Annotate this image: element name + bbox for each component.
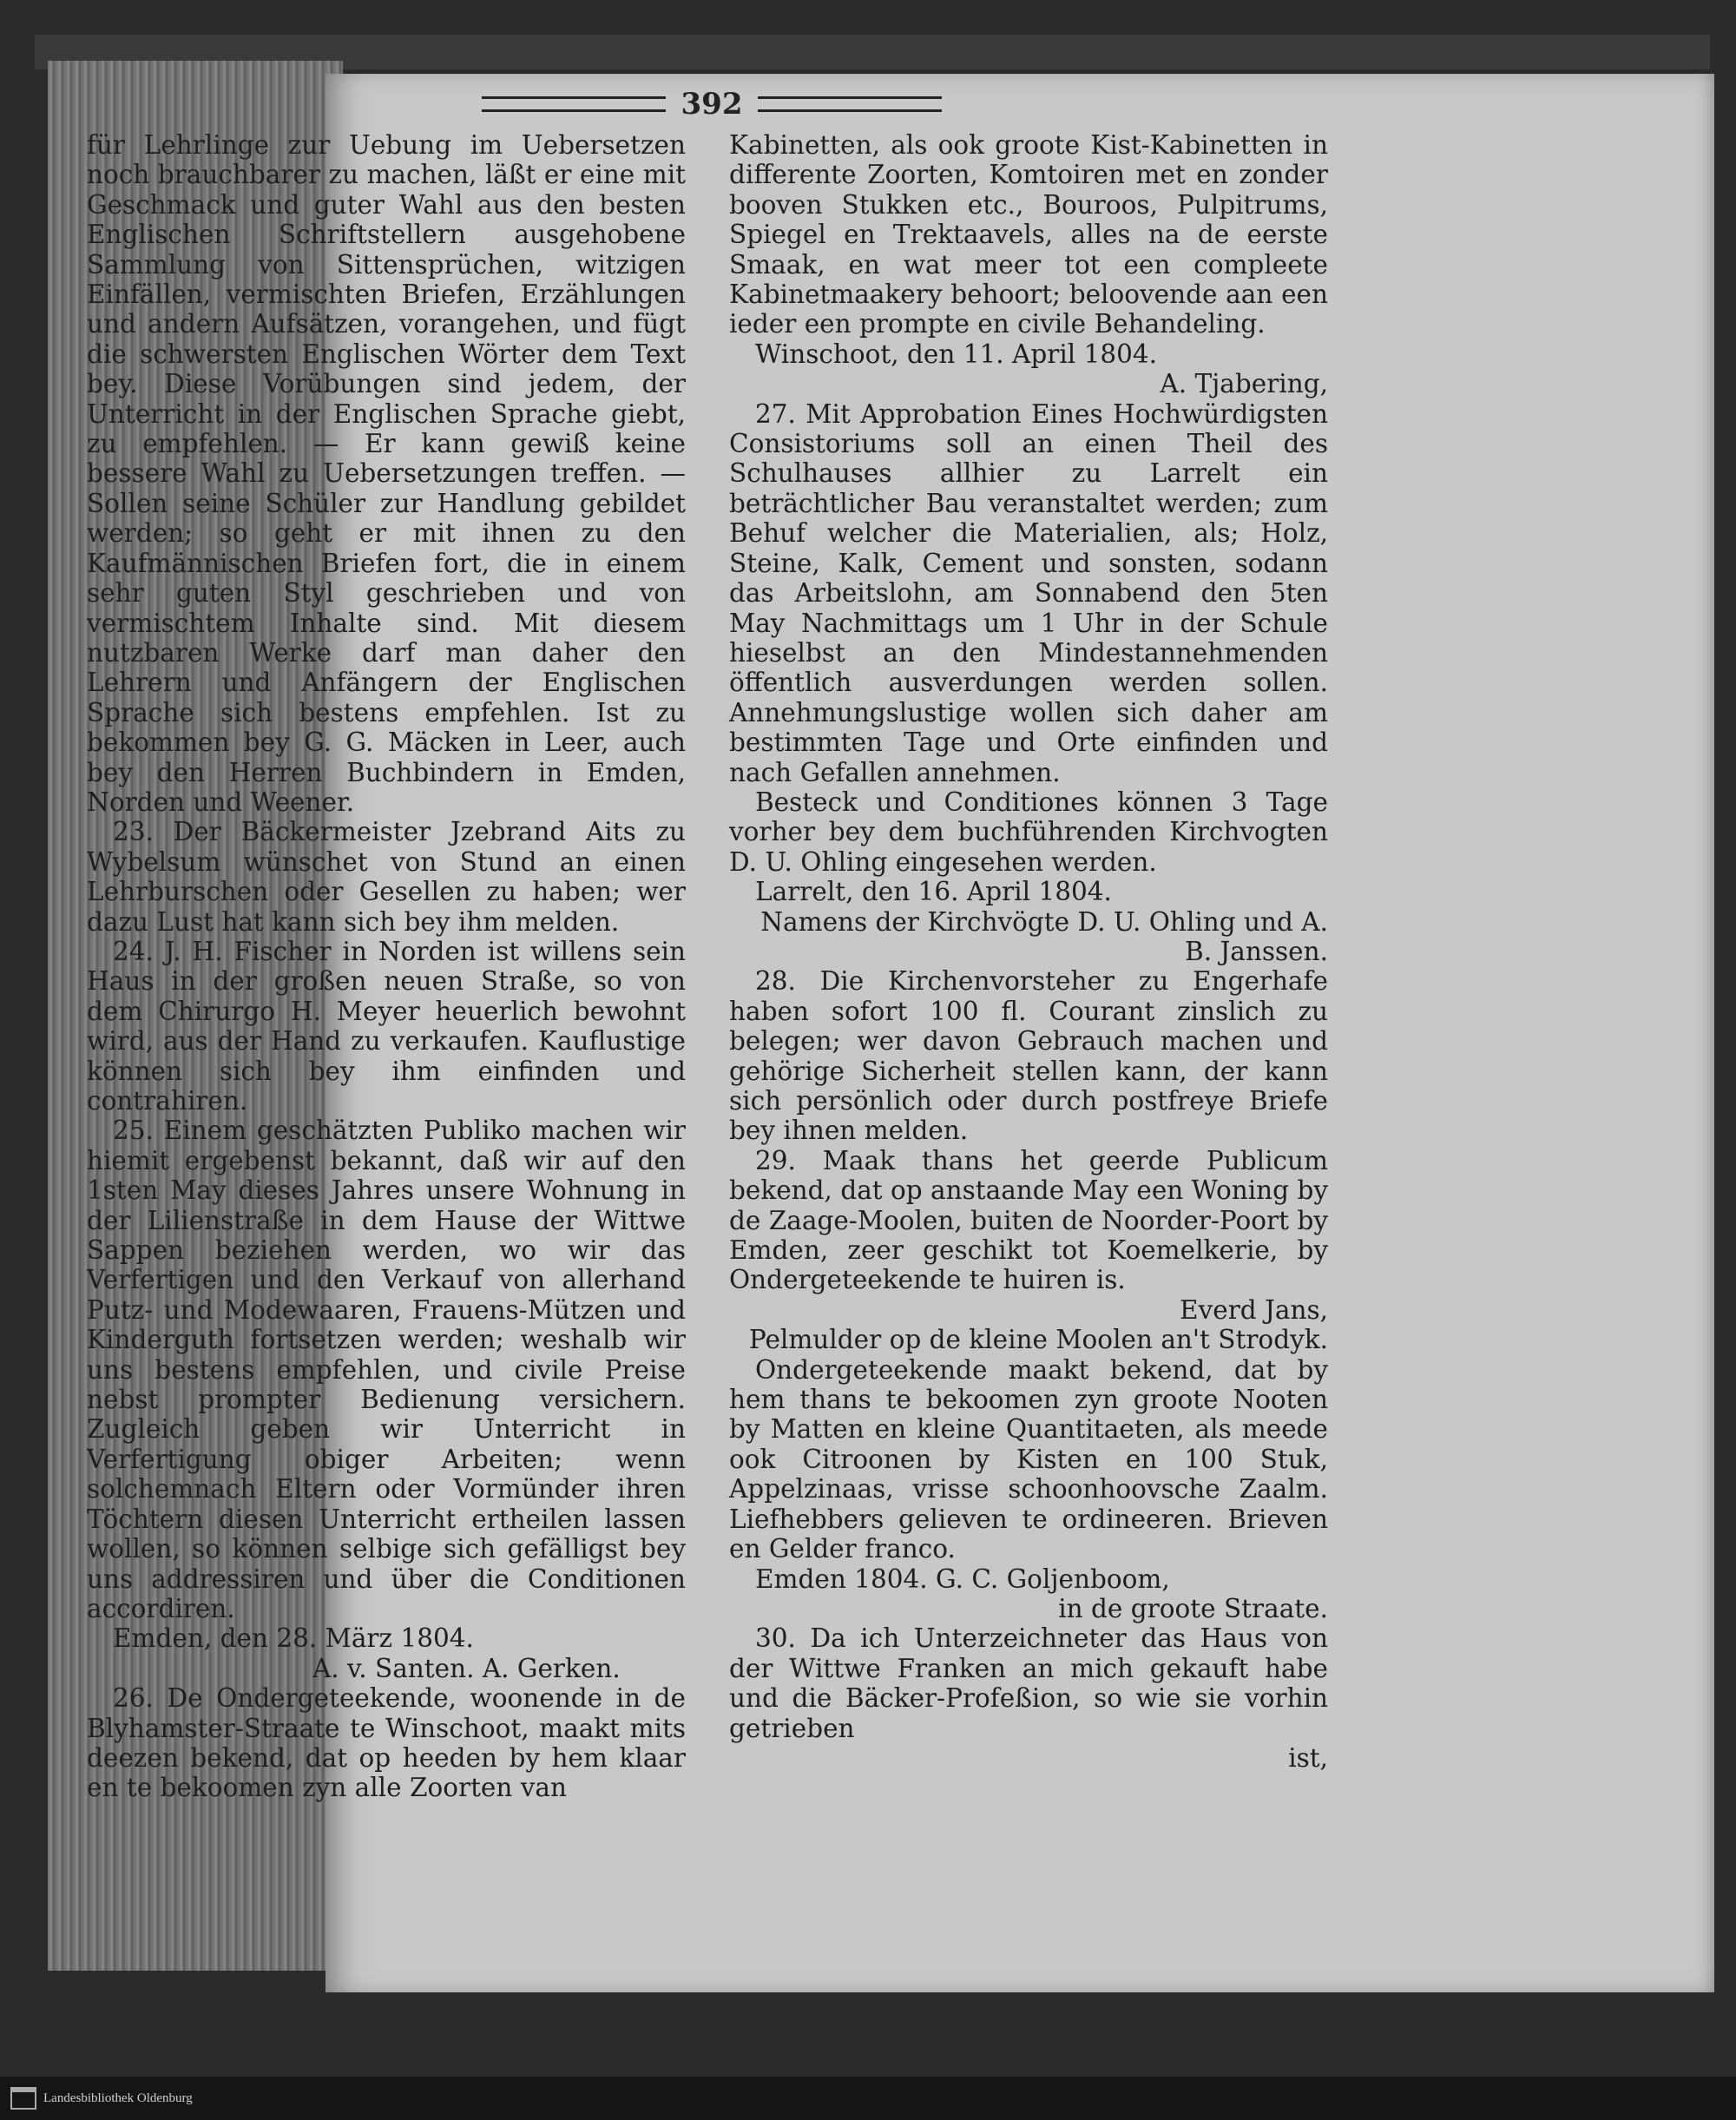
header-rule-right xyxy=(758,96,942,112)
text-paragraph: Pelmulder op de kleine Moolen an't Strodyk. xyxy=(748,1325,1328,1355)
text-paragraph: in de groote Straate. xyxy=(1058,1593,1328,1623)
text-paragraph: Everd Jans, xyxy=(1180,1294,1328,1325)
right-text-column xyxy=(729,130,1328,1773)
header-rule-left xyxy=(482,96,666,112)
text-paragraph: 25. Einem geschätzten Publiko machen wir hiemit ergebenst bekannt, daß wir auf den 1sten May dieses Jahres unsere Wohnung in der Lilienstraße in dem Hause der Wittwe Sappen beziehen werden, wo wir das Verfertigen und den Verkauf von allerhand Putz- und Modewaaren, Frauens-Mützen und Kinderguth fortsetzen werden; weshalb wir uns bestens empfehlen, und civile Preise nebst prompter Bedienung versichern. Zugleich geben wir Unterricht in Verfertigung obiger Arbeiten; wenn solchemnach Eltern oder Vormünder ihren Töchtern diesen Unterricht ertheilen lassen wollen, so können selbige sich gefälligst bey uns addressiren und über die Conditionen accordiren. xyxy=(87,1116,686,1623)
text-paragraph: 23. Der Bäckermeister Jzebrand Aits zu Wybelsum wünschet von Stund an einen Lehrburschen oder Gesellen zu haben; wer dazu Lust hat kann sich bey ihm melden. xyxy=(87,817,686,937)
text-paragraph: Emden, den 28. März 1804. xyxy=(113,1623,474,1654)
text-paragraph: A. v. Santen. A. Gerken. xyxy=(312,1653,621,1683)
text-paragraph: für Lehrlinge zur Uebung im Uebersetzen noch brauchbarer zu machen, läßt er eine mit Geschmack und guter Wahl aus den besten Englischen Schriftstellern ausgehobene Sammlung von Sittensprüchen, witzigen Einfällen, vermischten Briefen, Erzählungen und andern Aufsätzen, vorangehen, und fügt die schwersten Englischen Wörter dem Text bey. Diese Vorübungen sind jedem, der Unterricht in der Englischen Sprache giebt, zu empfehlen. — Er kann gewiß keine bessere Wahl zu Uebersetzungen treffen. — Sollen seine Schüler zur Handlung gebildet werden; so geht er mit ihnen zu den Kaufmännischen Briefen fort, die in einem sehr guten Styl geschrieben und von vermischtem Inhalte sind. Mit diesem nutzbaren Werke darf man daher den Lehrern und Anfängern der Englischen Sprache sich bestens empfehlen. Ist zu bekommen bey G. G. Mäcken in Leer, auch bey den Herren Buchbindern in Emden, Norden und Weener. xyxy=(87,130,686,817)
text-paragraph: Namens der Kirchvögte D. U. Ohling und A. B. Janssen. xyxy=(760,906,1328,966)
text-paragraph: 26. De Ondergeteekende, woonende in de Blyhamster-Straate te Winschoot, maakt mits deezen bekend, dat op heeden by hem klaar en te bekoomen zyn alle Zoorten van xyxy=(87,1683,686,1803)
text-paragraph: Kabinetten, als ook groote Kist-Kabinetten in differente Zoorten, Komtoiren met en zonder booven Stukken etc., Bouroos, Pulpitrums, Spiegel en Trektaavels, alles na de eerste Smaak, en wat meer tot een compleete Kabinetmaakery behoort; beloovende aan een ieder een prompte en civile Behandeling. xyxy=(729,130,1328,339)
text-paragraph: Larrelt, den 16. April 1804. xyxy=(755,877,1112,907)
text-paragraph: 30. Da ich Unterzeichneter das Haus von der Wittwe Franken an mich gekauft habe und die Bäcker-Profeßion, so wie sie vorhin getrieben xyxy=(729,1623,1328,1743)
left-text-column xyxy=(87,130,686,1803)
library-name: Landesbibliothek Oldenburg xyxy=(43,2090,193,2105)
text-paragraph: 24. J. H. Fischer in Norden ist willens sein Haus in der großen neuen Straße, so von dem Chirurgo H. Meyer heuerlich bewohnt wird, aus der Hand zu verkaufen. Kauflustige können sich bey ihm einfinden und contrahiren. xyxy=(87,936,686,1116)
text-paragraph: ist, xyxy=(1288,1742,1328,1773)
page-header xyxy=(482,87,942,122)
library-footer xyxy=(0,2077,1736,2120)
text-paragraph: Ondergeteekende maakt bekend, dat by hem thans te bekoomen zyn groote Nooten by Matten en kleine Quantitaeten, als meede ook Citroonen by Kisten en 100 Stuk, Appelzinaas, vrisse schoonhoovsche Zaalm. Liefhebbers gelieven te ordineeren. Brieven en Gelder franco. xyxy=(729,1354,1328,1564)
text-paragraph: Besteck und Conditiones können 3 Tage vorher bey dem buchführenden Kirchvogten D. U. Ohling eingesehen werden. xyxy=(729,787,1328,877)
library-building-icon xyxy=(10,2087,36,2110)
page-number: 392 xyxy=(681,87,743,122)
text-paragraph: 27. Mit Approbation Eines Hochwürdigsten Consistoriums soll an einen Theil des Schulhauses allhier zu Larrelt ein beträchtlicher Bau veranstaltet werden; zum Behuf welcher die Materialien, als; Holz, Steine, Kalk, Cement und sonsten, sodann das Arbeitslohn, am Sonnabend den 5ten May Nachmittags um 1 Uhr in der Schule hieselbst an den Mindestannehmenden öffentlich ausverdungen werden sollen. Annehmungslustige wollen sich daher am bestimmten Tage und Orte einfinden und nach Gefallen annehmen. xyxy=(729,398,1328,787)
text-paragraph: 28. Die Kirchenvorsteher zu Engerhafe haben sofort 100 fl. Courant zinslich zu belegen; wer davon Gebrauch machen und gehörige Sicherheit stellen kann, der kann sich persönlich oder durch postfreye Briefe bey ihnen melden. xyxy=(729,966,1328,1146)
text-paragraph: A. Tjabering, xyxy=(1160,369,1328,399)
text-paragraph: Emden 1804. G. C. Goljenboom, xyxy=(755,1564,1170,1594)
text-paragraph: Winschoot, den 11. April 1804. xyxy=(755,339,1158,369)
text-paragraph: 29. Maak thans het geerde Publicum bekend, dat op anstaande May een Woning by de Zaage-Moolen, buiten de Noorder-Poort by Emden, zeer geschikt tot Koemelkerie, by Ondergeteekende te huiren is. xyxy=(729,1145,1328,1295)
